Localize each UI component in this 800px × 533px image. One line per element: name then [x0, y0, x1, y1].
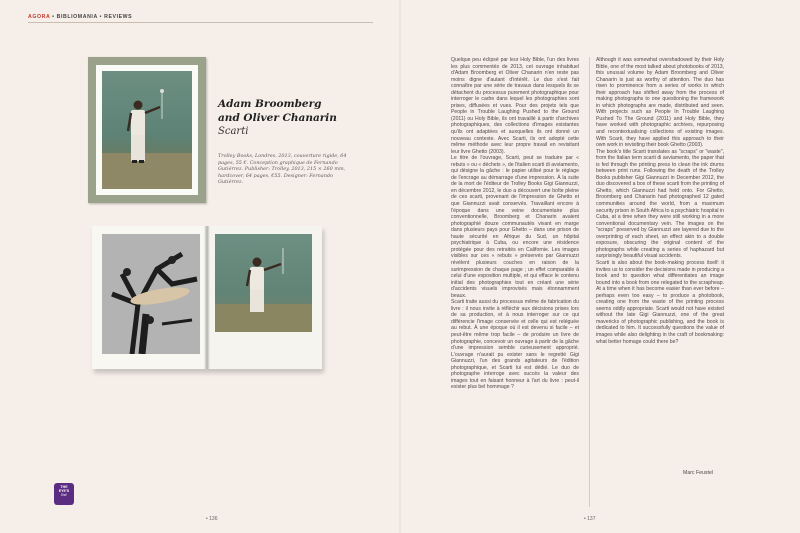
badge-line-1: THE	[60, 485, 68, 489]
page-gutter	[399, 0, 401, 533]
review-text-en	[596, 57, 724, 345]
authors-line-2: and Oliver Chanarin	[218, 112, 337, 124]
page-number-right: • 137	[584, 516, 596, 522]
review-text-fr	[451, 57, 579, 391]
authors-line-1: Adam Broomberg	[218, 98, 322, 110]
open-book-photo	[92, 226, 322, 369]
author-signature: Marc Feustel	[683, 470, 713, 476]
paragraph-en-3: Scarti is also about the book-making process itself: it invites us to consider the decisions made in producing a book and to question what differentiates an image bound into a book from one relegated to the scrapheap. At a time when it has become easier than ever before – perhaps even too easy – to produce a photobook, creating one from the waste of the printing process seems oddly appropriate. Scarti would not have existed without the late Gigi Giannuzzi, one of the great mavericks of photographic publishing, and the book is dedicated to him. It successfully questions the value of images while also delighting in the craft of bookmaking: what better homage could there be?	[596, 259, 724, 345]
running-header	[28, 14, 132, 20]
column-divider	[589, 57, 590, 507]
cover-image	[102, 71, 192, 189]
the-eyes-list-badge	[54, 483, 74, 505]
book-title: Scarti	[218, 126, 249, 137]
book-spine	[204, 226, 210, 369]
paragraph-fr-1: Quelque peu éclipsé par leur Holy Bible, l'un des livres les plus commentés de 2013, cet ouvrage inhabituel d'Adam Broomberg et Oliver Chanarin n'en reste pas moins digne d'autant d'intérêt. Le duo s'est fait connaître par une série de travaux dans lesquels ils se détachent du processus purement photographique pour interroger le cadre dans lequel les photographies sont prises, diffusées et vues. Pour des projets tels que People in Trouble Laughing Pushed to the Ground (2011) ou Holy Bible, ils ont travaillé à partir d'archives photographiques, des collections d'images existantes qu'ils ont adaptées et auxquelles ils ont donné un nouveau contexte. Avec Scarti, ils ont adopté cette même méthode avec leur propre travail en revisitant leur livre Ghetto (2003).	[451, 57, 579, 155]
cover-border	[96, 65, 198, 195]
book-cover-photo	[88, 57, 206, 203]
book-metadata	[218, 153, 354, 186]
tree-image	[102, 234, 200, 354]
metadata-fr: Trolley Books, Londres, 2013, couverture rigide, 64 pages, 55 €. Conception graphique de Fernando Gutiérrez.	[218, 153, 347, 172]
paragraph-en-1: Although it was somewhat overshadowed by their Holy Bible, one of the most talked about photobooks of 2013, this unusual volume by Adam Broomberg and Oliver Chanarin is just as worthy of attention. The duo has risen to prominence from a series of works in which their approach has shifted away from the process of making photographs to one questioning the framework in which photographs are made, distributed and seen. With projects such as People In Trouble Laughing Pushed To The Ground (2011) and Holy Bible, they have worked with photographic archives, repurposing and recontextualising collections of existing images. With Scarti, they have applied this approach to their own work in revisiting their book Ghetto (2003).	[596, 57, 724, 149]
page-number-left: • 136	[206, 516, 218, 522]
review-title-block	[218, 97, 338, 137]
paragraph-fr-3: Scarti traite aussi du processus même de fabrication du livre : il nous invite à réfléchir aux décisions prises lors de sa production, et à nous interroger sur ce qui différencie l'image conservée et celle qui est reléguée au rebut. À une époque où il est devenu si facile – et peut-être même trop facile – de produire un livre de photographie, concevoir un ouvrage à partir de la gâche d'une impression semble curieusement approprié. L'ouvrage n'aurait pu exister sans le regretté Gigi Giannuzzi, l'un des grands agitateurs de l'édition photographique, et Scarti lui est dédié. Le duo de photographe interroge avec succès la valeur des images tout en faisant honneur à l'art du livre : peut-il exister plus bel hommage ?	[451, 299, 579, 391]
metadata-en: Publisher: Trolley, 2013, 215 × 260 mm, hardcover, 64 pages, €55. Designer: Fernando Gutiérrez.	[218, 166, 346, 185]
paragraph-fr-2: Le titre de l'ouvrage, Scarti, peut se traduire par « rebuts » ou « déchets », de l'italien scarti di avviamento, qui désigne la gâche : le papier utilisé pour le réglage de l'encrage au démarrage d'une impression. À la suite de la mort de l'éditeur de Trolley Books Gigi Giannuzzi, en décembre 2012, le duo a découvert une boîte pleine de ces scarti, provenant de l'impression de Ghetto et que Giannuzzi avait conservés. Travaillant encore à l'époque dans une veine documentaire plus conventionnelle, Broomberg et Chanarin avaient photographié douze communautés vivant en marge dans plusieurs pays pour Ghetto – dans une prison de haute sécurité en Afrique du Sud, un hôpital psychiatrique à Cuba, ou encore une résidence protégée pour des retraités en Californie. Les images visibles sur ces « rebuts » préservés par Giannuzzi révèlent plusieurs couches en raison de la surimpression de chaque page ; un effet comparable à celui d'une exposition multiple, et qui efface le contenu initial des photographies tout en créant une série d'accidents visuels improvisés mais étonnamment beaux.	[451, 155, 579, 299]
paragraph-en-2: The book's title Scarti translates as "scraps" or "waste", from the Italian term scarti di avviamento, the paper that is fed through the printing press to clean the ink drums between print runs. Following the death of the Trolley Books publisher Gigi Giannuzzi in December 2012, the duo discovered a box of these scarti from the printing of Ghetto, which Giannuzzi had held onto. For Ghetto, Broomberg and Chanarin had photographed 12 gated communities around the world, from a maximum security prison in South Africa to a psychiatric hospital in Cuba, at a time when they were still working in a more conventional documentary vein. The images on the "scraps" preserved by Giannuzzi are layered due to the overprinting of each sheet, an effect akin to a double exposure, obscuring the original content of the photographs while creating a series of haphazard but surprisingly beautiful visual accidents.	[596, 148, 725, 260]
header-section: • BIBLIOMANIA • REVIEWS	[50, 14, 133, 20]
badge-line-2: EYE'S	[58, 489, 70, 493]
tree-illustration	[102, 234, 200, 354]
man-standing-illustration	[102, 71, 192, 189]
badge-line-3: list	[61, 493, 67, 497]
header-rule	[28, 22, 373, 23]
header-brand: AGORA	[28, 14, 51, 20]
man-rope-illustration	[215, 234, 312, 332]
man-with-rope-image	[215, 234, 312, 332]
